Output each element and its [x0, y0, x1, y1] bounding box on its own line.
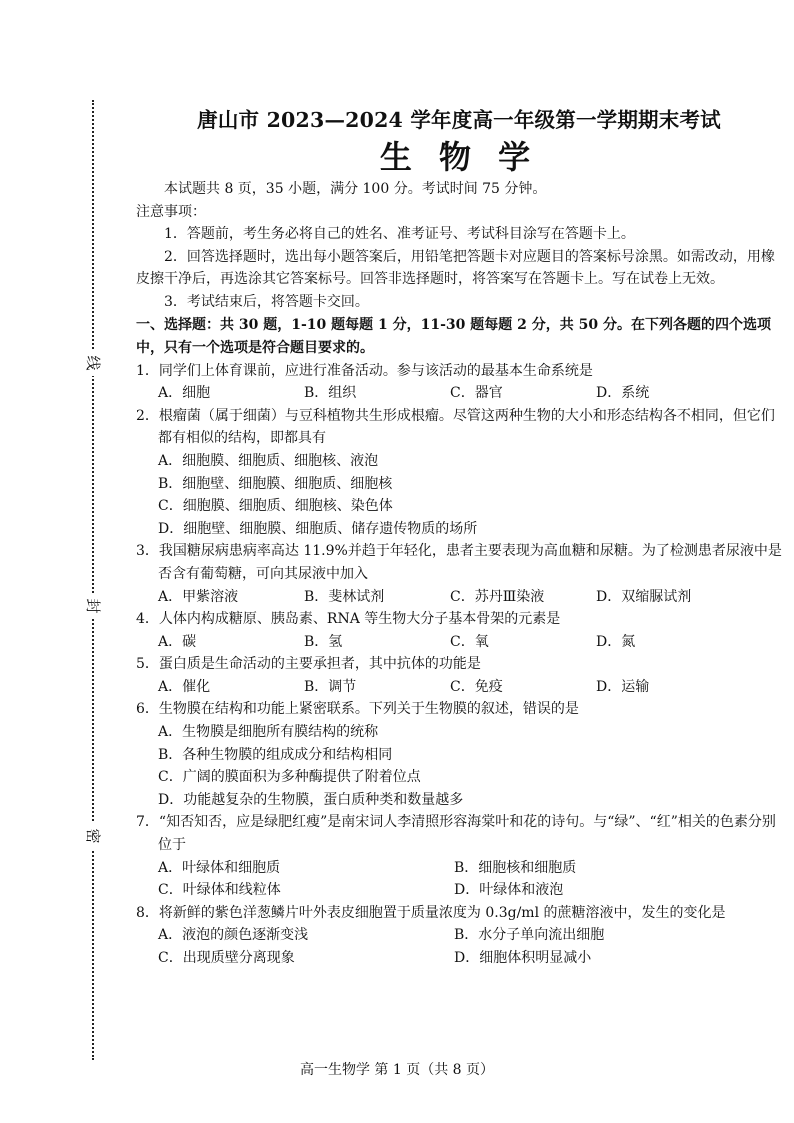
- question-text: 8．将新鲜的紫色洋葱鳞片叶外表皮细胞置于质量浓度为 0.3g/ml 的蔗糖溶液中，发生的变化是: [136, 904, 726, 921]
- option-c: C．细胞膜、细胞质、细胞核、染色体: [158, 498, 393, 515]
- question-text: 7．“知否知否，应是绿肥红瘦”是南宋词人李清照形容海棠叶和花的诗句。与“绿”、“红”相关的色素分别位于: [136, 814, 776, 854]
- question-text: 3．我国糖尿病患病率高达 11.9%并趋于年轻化，患者主要表现为高血糖和尿糖。为了检测患者尿液中是否含有葡萄糖，可向其尿液中加入: [136, 543, 782, 582]
- option-b: B．调节: [304, 678, 357, 695]
- instructions-heading: 注意事项：: [136, 203, 206, 220]
- option-d: D．系统: [596, 385, 650, 402]
- question-text: 2．根瘤菌（属于细菌）与豆科植物共生形成根瘤。尽管这两种生物的大小和形态结构各不相同，但它们都有相似的结构，即都具有: [136, 407, 775, 447]
- binding-char-xian: 线: [80, 350, 106, 376]
- question-8: [136, 902, 782, 970]
- option-b: B．斐林试剂: [304, 588, 385, 605]
- page-footer: 高一生物学 第 1 页（共 8 页）: [299, 1062, 495, 1078]
- question-4: [136, 608, 782, 653]
- binding-dotted-line: [92, 100, 94, 1060]
- question-6: [136, 698, 782, 811]
- instruction-item: 3．考试结束后，将答题卡交回。: [164, 293, 369, 310]
- exam-subject: 生 物 学: [379, 138, 539, 176]
- binding-char-mi: 密: [80, 823, 106, 849]
- option-c: C．氧: [450, 633, 489, 650]
- option-a: A．叶绿体和细胞质: [158, 859, 281, 876]
- question-3: [136, 540, 782, 608]
- option-b: B．氢: [304, 633, 343, 650]
- option-d: D．功能越复杂的生物膜，蛋白质种类和数量越多: [158, 791, 464, 808]
- binding-char-feng: 封: [80, 593, 106, 619]
- option-b: B．细胞壁、细胞膜、细胞质、细胞核: [158, 475, 393, 492]
- option-c: C．免疫: [450, 678, 503, 695]
- option-c: C．器官: [450, 385, 503, 402]
- option-a: A．液泡的颜色逐渐变浅: [158, 927, 309, 944]
- question-2: [136, 405, 782, 541]
- exam-content: [136, 104, 782, 970]
- exam-title: 唐山市 2023—2024 学年度高一年级第一学期期末考试: [197, 108, 721, 132]
- options-row: [136, 382, 782, 405]
- option-a: A．细胞: [158, 385, 211, 402]
- option-c: C．广阔的膜面积为多种酶提供了附着位点: [158, 769, 421, 786]
- question-1: [136, 360, 782, 405]
- option-a: A．甲紫溶液: [158, 588, 239, 605]
- question-5: [136, 653, 782, 698]
- question-7: [136, 811, 782, 901]
- option-d: D．细胞壁、细胞膜、细胞质、储存遗传物质的场所: [158, 520, 478, 537]
- section-heading: 一、选择题：共 30 题，1-10 题每题 1 分，11-30 题每题 2 分，共 50 分。在下列各题的四个选项中，只有一个选项是符合题目要求的。: [136, 316, 771, 356]
- option-d: D．叶绿体和液泡: [454, 882, 564, 899]
- option-a: A．催化: [158, 678, 211, 695]
- options-column: [136, 721, 782, 811]
- option-d: D．细胞体积明显减小: [454, 950, 592, 966]
- question-text: 1．同学们上体育课前，应进行准备活动。参与该活动的最基本生命系统是: [136, 362, 593, 379]
- option-d: D．运输: [596, 678, 650, 695]
- question-text: 6．生物膜在结构和功能上紧密联系。下列关于生物膜的叙述，错误的是: [136, 701, 579, 718]
- question-text: 5．蛋白质是生命活动的主要承担者，其中抗体的功能是: [136, 656, 481, 673]
- options-row: [136, 631, 782, 654]
- options-grid: [136, 924, 782, 969]
- option-a: A．细胞膜、细胞质、细胞核、液泡: [158, 452, 379, 469]
- option-a: A．生物膜是细胞所有膜结构的统称: [158, 724, 379, 741]
- instruction-item: 2．回答选择题时，选出每小题答案后，用铅笔把答题卡对应题目的答案标号涂黑。如需改动，用橡皮擦干净后，再选涂其它答案标号。回答非选择题时，将答案写在答题卡上。写在试卷上无效。: [136, 248, 775, 288]
- option-c: C．出现质壁分离现象: [158, 950, 295, 966]
- exam-intro: 本试题共 8 页，35 小题，满分 100 分。考试时间 75 分钟。: [164, 181, 547, 197]
- option-d: D．双缩脲试剂: [596, 588, 692, 605]
- option-b: B．组织: [304, 385, 357, 402]
- instruction-item: 1．答题前，考生务必将自己的姓名、准考证号、考试科目涂写在答题卡上。: [164, 226, 635, 243]
- options-column: [136, 450, 782, 540]
- option-c: C．叶绿体和线粒体: [158, 882, 281, 899]
- option-a: A．碳: [158, 633, 197, 650]
- options-grid: [136, 857, 782, 902]
- options-row: [136, 676, 782, 699]
- option-b: B．各种生物膜的组成成分和结构相同: [158, 746, 393, 763]
- options-row: [136, 586, 782, 609]
- option-c: C．苏丹Ⅲ染液: [450, 588, 545, 605]
- option-b: B．水分子单向流出细胞: [454, 927, 605, 944]
- option-d: D．氮: [596, 633, 636, 650]
- question-text: 4．人体内构成糖原、胰岛素、RNA 等生物大分子基本骨架的元素是: [136, 611, 561, 628]
- option-b: B．细胞核和细胞质: [454, 859, 577, 876]
